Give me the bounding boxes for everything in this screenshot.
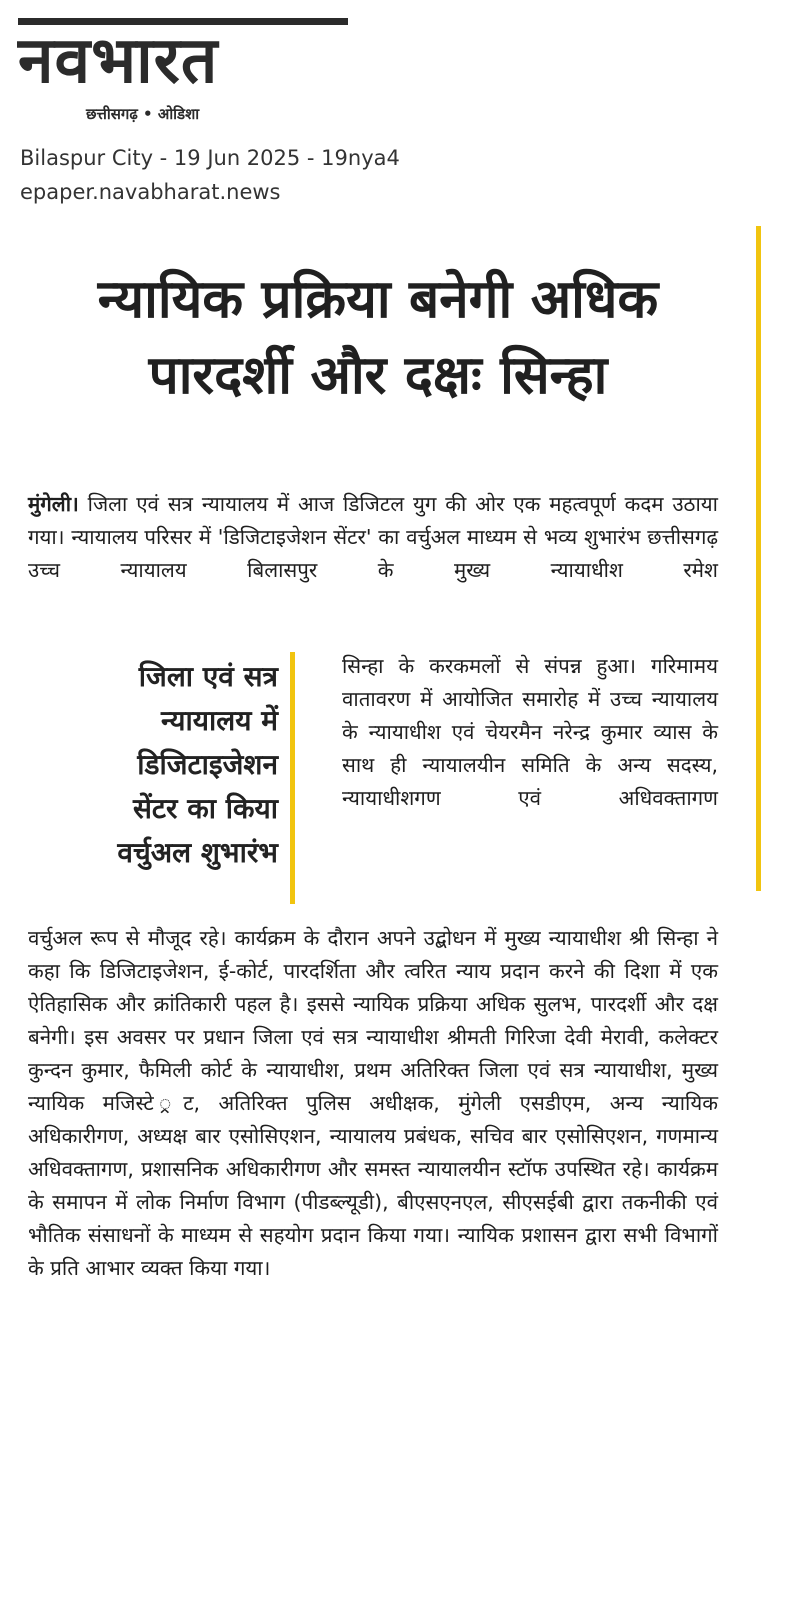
pull-quote: [40, 655, 278, 875]
edition-regions: छत्तीसगढ़ • ओडिशा: [86, 105, 200, 123]
pull-quote-line: सेंटर का किया: [133, 792, 278, 825]
pull-quote-line: वर्चुअल शुभारंभ: [117, 836, 278, 869]
edition-date-line: Bilaspur City - 19 Jun 2025 - 19nya4: [20, 146, 400, 170]
pull-quote-line: जिला एवं सत्र: [138, 660, 278, 693]
newspaper-logo: नवभारत: [18, 18, 348, 98]
masthead: [18, 18, 348, 128]
headline-line-2: पारदर्शी और दक्षः सिन्हा: [148, 345, 608, 406]
pull-quote-line: न्यायालय में: [161, 704, 278, 737]
headline-line-1: न्यायिक प्रक्रिया बनेगी अधिक: [97, 269, 659, 330]
pull-quote-accent-bar: [290, 652, 295, 904]
article-paragraph-bottom: वर्चुअल रूप से मौजूद रहे। कार्यक्रम के दौरान अपने उद्बोधन में मुख्य न्यायाधीश श्री सिन्हा ने कहा कि डिजिटाइजेशन, ई-कोर्ट, पारदर्शिता और त्वरित न्याय प्रदान करने की दिशा में एक ऐतिहासिक और क्रांतिकारी पहल है। इससे न्यायिक प्रक्रिया अधिक सुलभ, पारदर्शी और दक्ष बनेगी। इस अवसर पर प्रधान जिला एवं सत्र न्यायाधीश श्रीमती गिरिजा देवी मेरावी, कलेक्टर कुन्दन कुमार, फैमिली कोर्ट के न्यायाधीश, प्रथम अतिरिक्त जिला एवं सत्र न्यायाधीश, मुख्य न्यायिक मजिस्टे ्रट, अतिरिक्त पुलिस अधीक्षक, मुंगेली एसडीएम, अन्य न्यायिक अधिकारीगण, अध्यक्ष बार एसोसिएशन, न्यायालय प्रबंधक, सचिव बार एसोसिएशन, गणमान्य अधिवक्तागण, प्रशासनिक अधिकारीगण और समस्त न्यायालयीन स्टॉफ उपस्थित रहे। कार्यक्रम के समापन में लोक निर्माण विभाग (पीडब्ल्यूडी), बीएसएनएल, सीएसईबी द्वारा तकनीकी एवं भौतिक संसाधनों के माध्यम से सहयोग प्रदान किया गया। न्यायिक प्रशासन द्वारा सभी विभागों के प्रति आभार व्यक्त किया गया।: [28, 926, 718, 1280]
website-url: epaper.navabharat.news: [20, 180, 281, 204]
pull-quote-line: डिजिटाइजेशन: [137, 748, 278, 781]
dateline: मुंगेली।: [28, 492, 79, 516]
article-paragraph-top: [28, 488, 718, 587]
headline: [22, 262, 734, 414]
paragraph-top-text: जिला एवं सत्र न्यायालय में आज डिजिटल युग की ओर एक महत्वपूर्ण कदम उठाया गया। न्यायालय परिसर में 'डिजिटाइजेशन सेंटर' का वर्चुअल माध्यम से भव्य शुभारंभ छत्तीसगढ़ उच्च न्यायालय बिलासपुर के मुख्य न्यायाधीश रमेश: [28, 492, 718, 582]
article-paragraph-right: सिन्हा के करकमलों से संपन्न हुआ। गरिमामय वातावरण में आयोजित समारोह में उच्च न्यायालय के न्यायाधीश एवं चेयरमैन नरेन्द्र कुमार व्यास के साथ ही न्यायालयीन समिति के अन्य सदस्य, न्यायाधीशगण एवं अधिवक्तागण: [342, 654, 718, 810]
accent-rule-right: [756, 226, 761, 891]
